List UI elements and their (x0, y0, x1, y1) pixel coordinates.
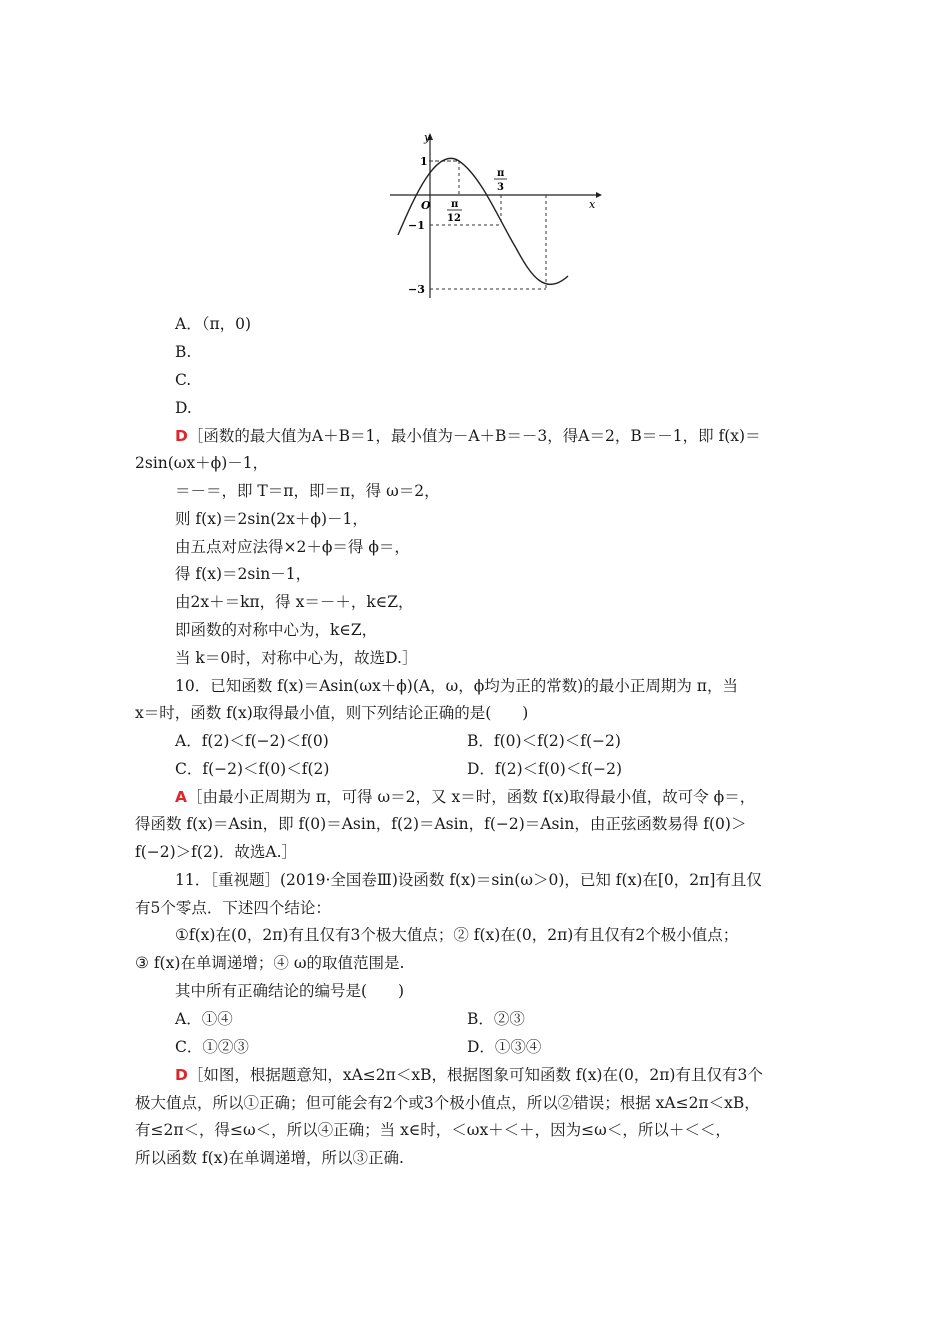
q9-option-c: C. (175, 371, 192, 389)
q11-solution-line-2: 极大值点，所以①正确；但可能会有2个或3个极小值点，所以②错误；根据 xA≤2π＜xB， (135, 1094, 760, 1112)
guide-lines (427, 161, 546, 289)
q11-stem-line-2: 有5个零点．下述四个结论： (135, 899, 331, 917)
q9-answer-letter: D (175, 427, 188, 445)
q11-option-b: B．②③ (467, 1010, 525, 1028)
q11-solution-line-3: 有≤2π＜，得≤ω＜，所以④正确；当 x∈时，＜ωx＋＜＋，因为≤ω＜，所以＋＜＜， (135, 1121, 731, 1139)
q11-solution-line-4: 所以函数 f(x)在单调递增，所以③正确. (135, 1149, 404, 1167)
q9-solution-line-2: 2sin(ωx＋ϕ)－1， (135, 454, 269, 472)
x-axis-arrow (596, 192, 602, 198)
q9-option-b: B. (175, 343, 192, 361)
q11-stem-line-5: 其中所有正确结论的编号是( ) (175, 982, 405, 1000)
q11-solution-text-1: ［如图，根据题意知，xA≤2π＜xB，根据图象可知函数 f(x)在(0，2π)有且仅有3个 (187, 1066, 763, 1084)
q11-solution-line-1 (175, 1065, 763, 1085)
q9-solution-line-7: 由2x＋＝kπ，得 x＝－＋，k∈Z， (175, 593, 414, 611)
y-tick-m3: −3 (408, 283, 425, 296)
y-tick-1: 1 (420, 155, 428, 168)
q9-solution-line-6: 得 f(x)＝2sin－1， (175, 565, 312, 583)
q11-stem-line-1: 11．［重视题］(2019·全国卷Ⅲ)设函数 f(x)＝sin(ω＞0)，已知 f(x)在[0，2π]有且仅 (175, 871, 762, 889)
q10-answer-letter: A (175, 788, 187, 806)
x-tick-pi12-num: π (451, 199, 459, 210)
q11-option-a: A．①④ (175, 1010, 233, 1028)
q10-solution-line-2: 得函数 f(x)＝Asin，即 f(0)＝Asin，f(2)＝Asin，f(−2)＝Asin，由正弦函数易得 f(0)＞ (135, 815, 747, 833)
q10-solution-line-1 (175, 787, 755, 807)
q11-stem-line-4: ③ f(x)在单调递增；④ ω的取值范围是. (135, 954, 405, 972)
q9-solution-line-4: 则 f(x)＝2sin(2x＋ϕ)－1， (175, 510, 368, 528)
q10-option-d: D．f(2)＜f(0)＜f(−2) (467, 760, 622, 778)
x-axis-label: x (589, 198, 596, 211)
q9-solution-line-9: 当 k＝0时，对称中心为，故选D.］ (175, 649, 418, 667)
q9-solution-line-1 (175, 426, 761, 446)
q10-option-a: A．f(2)＜f(−2)＜f(0) (175, 732, 329, 750)
q9-solution-line-5: 由五点对应法得×2＋ϕ＝得 ϕ＝， (175, 538, 410, 556)
q10-solution-line-3: f(−2)＞f(2)．故选A.］ (135, 843, 297, 861)
q10-solution-text-1: ［由最小正周期为 π，可得 ω＝2，又 x＝时，函数 f(x)取得最小值，故可令 ϕ＝， (187, 788, 756, 806)
q10-option-b: B．f(0)＜f(2)＜f(−2) (467, 732, 621, 750)
q10-option-c: C．f(−2)＜f(0)＜f(2) (175, 760, 330, 778)
origin-label: O (421, 199, 431, 212)
q9-option-a: A．（π，0) (175, 315, 252, 333)
x-tick-pi12-den: 12 (447, 213, 461, 224)
x-tick-pi3-den: 3 (497, 182, 504, 193)
q11-option-c: C．①②③ (175, 1038, 249, 1056)
q11-option-d: D．①③④ (467, 1038, 542, 1056)
y-tick-m1: −1 (408, 219, 425, 232)
q10-stem-line-1: 10．已知函数 f(x)＝Asin(ωx＋ϕ)(A，ω，ϕ均为正的常数)的最小正周期为 π，当 (175, 677, 738, 695)
y-axis-label: y (424, 131, 431, 144)
sine-graph-figure (386, 128, 602, 302)
q9-option-d: D. (175, 399, 192, 417)
q9-solution-line-8: 即函数的对称中心为，k∈Z， (175, 621, 378, 639)
x-tick-pi3-num: π (497, 168, 505, 179)
q11-stem-line-3: ①f(x)在(0，2π)有且仅有3个极大值点；② f(x)在(0，2π)有且仅有2个极小值点； (175, 926, 739, 944)
q10-stem-line-2: x＝时，函数 f(x)取得最小值，则下列结论正确的是( ) (135, 704, 529, 722)
q11-answer-letter: D (175, 1066, 188, 1084)
q9-solution-text-1: ［函数的最大值为A＋B＝1，最小值为－A＋B＝－3，得A＝2，B＝－1，即 f(x)＝ (187, 427, 761, 445)
q9-solution-line-3: ＝－＝，即 T＝π，即＝π，得 ω＝2， (175, 482, 440, 500)
